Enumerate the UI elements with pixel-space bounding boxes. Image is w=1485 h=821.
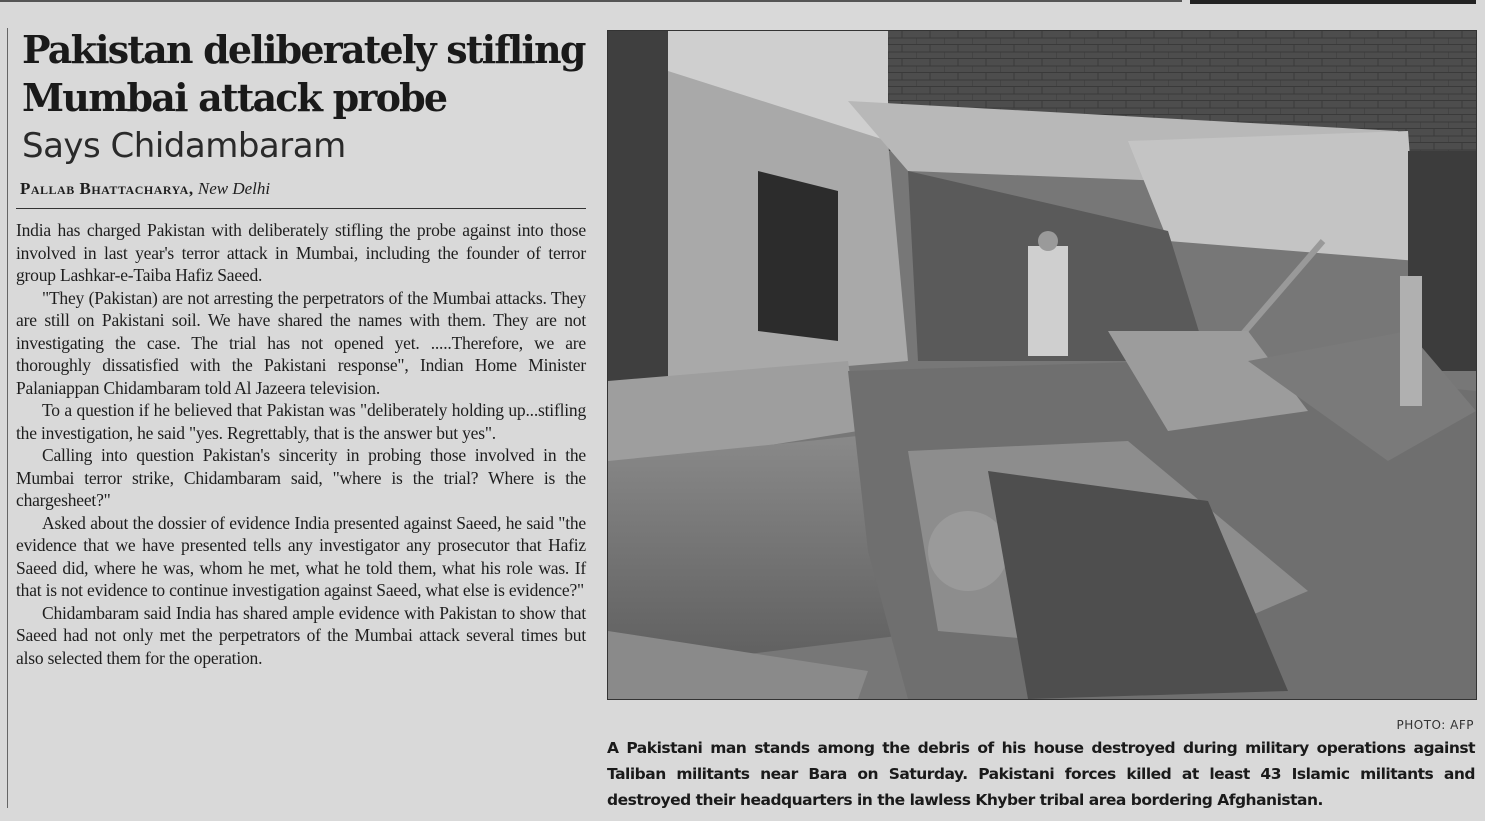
article: [16, 26, 586, 669]
photo-credit: PHOTO: AFP: [1396, 718, 1474, 732]
paragraph: India has charged Pakistan with deliberately stifling the probe against into those involved in last year's terror attack in Mumbai, including the founder of terror group Lashkar-e-Taiba Hafiz Saeed.: [16, 220, 586, 285]
byline-location: New Delhi: [197, 179, 271, 198]
paragraph: To a question if he believed that Pakistan was "deliberately holding up...stifling the investigation, he said "yes. Regrettably, that is the answer but yes".: [16, 400, 586, 443]
column-rule: [7, 28, 8, 808]
top-rule: [0, 0, 1182, 2]
article-body: [16, 219, 586, 669]
paragraph: Asked about the dossier of evidence India presented against Saeed, he said "the evidence that we have presented tells any investigator any prosecutor that Hafiz Saeed did, where he was, whom he met, what he told them, what his role was. If that is not evidence to continue investigation against Saeed, what else is evidence?": [16, 512, 586, 600]
paragraph: "They (Pakistan) are not arresting the perpetrators of the Mumbai attacks. They are still on Pakistani soil. We have shared the names with them. They are not investigating the case. The trial has not opened yet. .....Therefore, we are thoroughly dissatisfied with the Pakistani response", Indian Home Minister Palaniappan Chidambaram told Al Jazeera television.: [16, 287, 586, 398]
rubble-photo-illustration: [608, 31, 1476, 699]
news-photo: [607, 30, 1477, 700]
paragraph: Calling into question Pakistan's sincerity in probing those involved in the Mumbai terror strike, Chidambaram said, "where is the trial? Where is the chargesheet?": [16, 445, 586, 510]
subheadline: Says Chidambaram: [22, 126, 346, 166]
byline-rule: [16, 208, 586, 209]
byline: [20, 178, 586, 200]
top-bar: [1190, 0, 1476, 4]
byline-name: Pallab Bhattacharya,: [20, 179, 194, 198]
photo-caption: A Pakistani man stands among the debris of his house destroyed during military operations against Taliban militants near Bara on Saturday. Pakistani forces killed at least 43 Islamic militants and destroyed their headquarters in the lawless Khyber tribal area bordering Afghanistan.: [607, 739, 1475, 809]
headline: Pakistan deliberately stifling Mumbai attack probe: [22, 27, 585, 120]
paragraph: Chidambaram said India has shared ample evidence with Pakistan to show that Saeed had not only met the perpetrators of the Mumbai attack several times but also selected them for the operation.: [16, 602, 586, 668]
